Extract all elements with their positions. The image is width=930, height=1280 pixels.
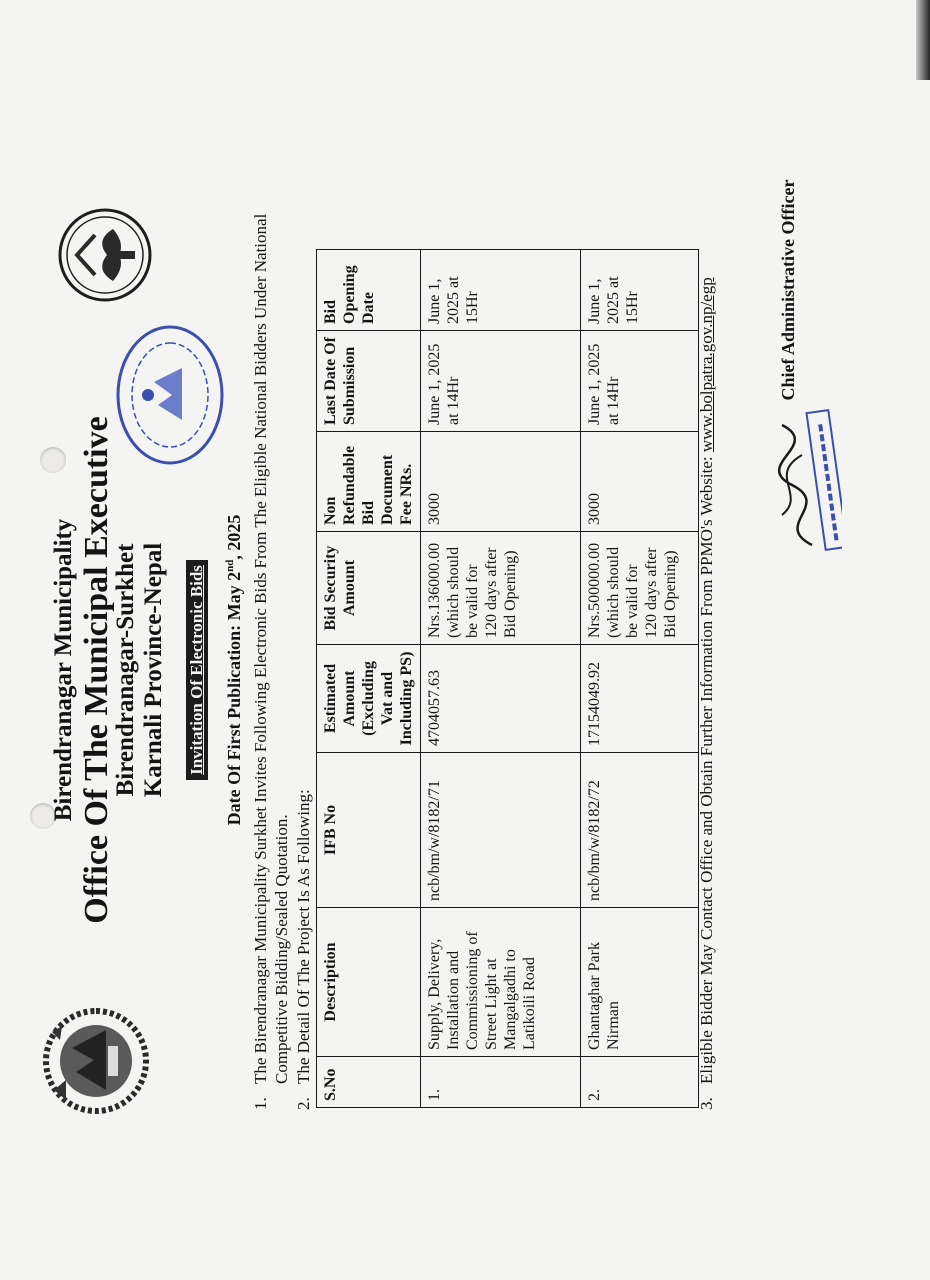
- row-1-sno: 1.: [421, 1057, 581, 1108]
- municipality-logo-icon: [55, 205, 155, 305]
- row-1-ifb-no: ncb/bm/w/8182/71: [421, 753, 581, 908]
- row-2-sno: 2.: [581, 1057, 699, 1108]
- paragraph-2: [293, 110, 314, 1110]
- table-row: [421, 250, 581, 1108]
- paragraph-1-line-1: The Birendranagar Municipality Surkhet Invites Following Electronic Bids From The Eligible National Bidders Under National: [251, 213, 270, 1084]
- header-document-fee: Non Refundable Bid Document Fee NRs.: [317, 432, 421, 532]
- paragraph-1-line-2: Competitive Bidding/Sealed Quotation.: [272, 814, 291, 1084]
- signature-stamp-icon: [762, 405, 842, 555]
- row-2-document-fee: 3000: [581, 432, 699, 532]
- municipality-name: Birendranagar Municipality: [50, 518, 77, 822]
- row-2-ifb-no: ncb/bm/w/8182/72: [581, 753, 699, 908]
- row-2-estimated-amount: 17154049.92: [581, 645, 699, 753]
- row-1-bid-security: Nrs.136000.00 (which should be valid for 120 days after Bid Opening): [421, 532, 581, 645]
- publication-date: [224, 420, 245, 920]
- header-ifb-no: IFB No: [317, 753, 421, 908]
- header-bid-security: Bid Security Amount: [317, 532, 421, 645]
- nepal-emblem-icon: [36, 1002, 154, 1120]
- row-1-last-date: June 1, 2025 at 14Hr: [421, 331, 581, 432]
- notice-title: Invitation Of Electronic Bids: [186, 560, 208, 780]
- paragraph-3-number: 3.: [697, 1097, 716, 1110]
- date-suffix: nd: [224, 559, 236, 572]
- notice-title-wrap: [186, 420, 208, 920]
- header-sno: S.No: [317, 1057, 421, 1108]
- chief-administrative-officer: Chief Administrative Officer: [778, 179, 798, 401]
- row-2-bid-security: Nrs.500000.00 (which should be valid for 120 days after Bid Opening): [581, 532, 699, 645]
- row-1-description: Supply, Delivery, Installation and Commissioning of Street Light at Mangalgadhi to Latikoili Road: [421, 908, 581, 1057]
- header-estimated-amount: Estimated Amount (Excluding Vat and Including PS): [317, 645, 421, 753]
- bids-table: [316, 249, 699, 1108]
- paragraph-2-text: The Detail Of The Project Is As Following:: [294, 789, 313, 1084]
- row-1-opening-date: June 1, 2025 at 15Hr: [421, 250, 581, 331]
- date-year: , 2025: [224, 514, 244, 560]
- ppmo-website-link[interactable]: www.bolpatra.gov.np/egp: [697, 277, 716, 453]
- table-header-row: [317, 250, 421, 1108]
- row-1-estimated-amount: 4704057.63: [421, 645, 581, 753]
- row-2-description: Ghantaghar Park Nirman: [581, 908, 699, 1057]
- header-opening-date: Bid Opening Date: [317, 250, 421, 331]
- header-last-date: Last Date Of Submission: [317, 331, 421, 432]
- paragraph-1: [250, 110, 292, 1110]
- city-name: Birendranagar-Surkhet: [112, 543, 139, 797]
- table-row: [581, 250, 699, 1108]
- paragraph-3: [696, 110, 717, 1110]
- paragraph-1-number: 1.: [251, 1097, 270, 1110]
- header-description: Description: [317, 908, 421, 1057]
- paragraph-3-text: Eligible Bidder May Contact Office and Obtain Further Information From PPMO's Website:: [697, 452, 716, 1084]
- row-1-document-fee: 3000: [421, 432, 581, 532]
- row-2-last-date: June 1, 2025 at 14Hr: [581, 331, 699, 432]
- date-prefix: Date Of First Publication: May 2: [224, 571, 244, 826]
- row-2-opening-date: June 1, 2025 at 15Hr: [581, 250, 699, 331]
- province-name: Karnali Province-Nepal: [140, 542, 167, 798]
- paragraph-2-number: 2.: [294, 1097, 313, 1110]
- office-title: Office Of The Municipal Executive: [78, 416, 115, 924]
